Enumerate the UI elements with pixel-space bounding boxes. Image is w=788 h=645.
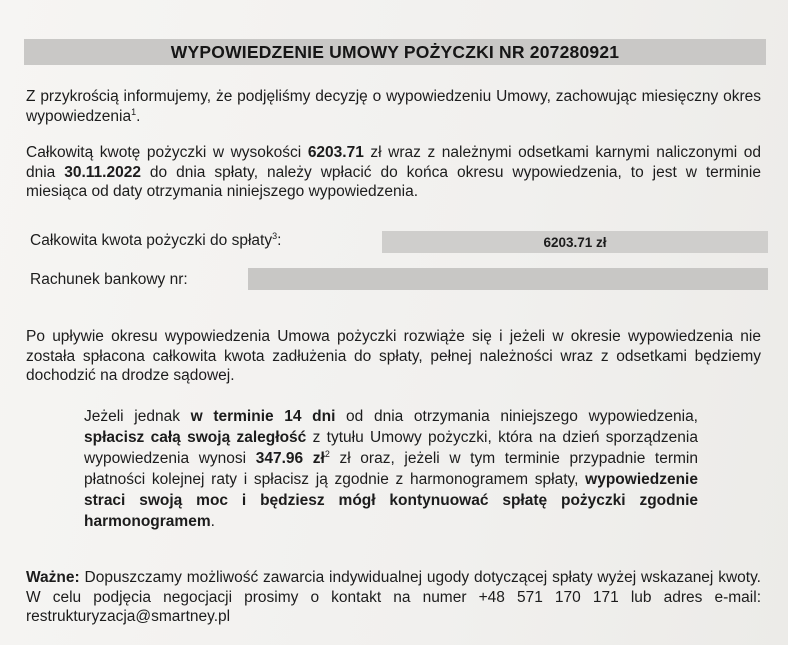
- bank-account-label: Rachunek bankowy nr:: [30, 271, 188, 288]
- footnote-ref: 1: [131, 106, 137, 117]
- repayment-option-paragraph: Jeżeli jednak w terminie 14 dni od dnia otrzymania niniejszego wypowiedzenia, spłacisz całą swoją zaległość z tytułu Umowy pożyczki, która na dzień sporządzenia wypowiedzenia wynosi 347.96 $zł^2$ zł oraz, jeżeli w tym terminie przypadnie termin płatności kolejnej raty i spłacisz ją zgodnie z harmonogramem spłaty, wypowiedzenie straci swoją moc i będziesz mógł kontynuować spłatę pożyczki zgodnie harmonogramem.: [84, 408, 698, 530]
- total-amount-label: Całkowita kwota pożyczki do spłaty$^3$:: [30, 231, 282, 249]
- bank-account-field-redacted: [248, 268, 768, 290]
- footnote-ref: 3: [272, 231, 278, 241]
- interest-start-date: 30.11.2022: [64, 163, 141, 181]
- title-bar: [24, 39, 766, 65]
- loan-amount: 6203.71: [307, 144, 364, 161]
- termination-consequence-paragraph: Po upływie okresu wypowiedzenia Umowa pożyczki rozwiąże się i jeżeli w okresie wypowiedzenia nie została spłacona całkowita kwota zadłużenia do spłaty, pełnej należności wraz z odsetkami będziemy dochodzić na drodze sądowej.: [26, 328, 761, 384]
- loan-amount-paragraph: Całkowitą kwotę pożyczki w wysokości 6203.71 zł wraz z należnymi odsetkami karnymi naliczonymi od dnia 30.11.2022 do dnia spłaty, należy wpłacić do końca okresu wypowiedzenia, to jest w terminie miesiąca od daty otrzymania niniejszego wypowiedzenia.: [26, 144, 761, 200]
- total-amount-field: 6203.71 zł: [382, 231, 768, 253]
- footnote-ref: 2: [324, 449, 330, 459]
- arrears-amount: 347.96 zł: [255, 450, 325, 467]
- intro-paragraph: Z przykrością informujemy, że podjęliśmy decyzję o wypowiedzeniu Umowy, zachowując miesięczny okres wypowiedzenia$^1$.: [26, 88, 761, 125]
- important-note-paragraph: Ważne: Dopuszczamy możliwość zawarcia indywidualnej ugody dotyczącej spłaty wyżej wskazanej kwoty. W celu podjęcia negocjacji prosimy o kontakt na numer +48 571 170 171 lub adres e-mail: restrukturyzacja@smartney.pl: [26, 569, 761, 625]
- page-title: WYPOWIEDZENIE UMOWY POŻYCZKI NR 207280921: [170, 41, 620, 62]
